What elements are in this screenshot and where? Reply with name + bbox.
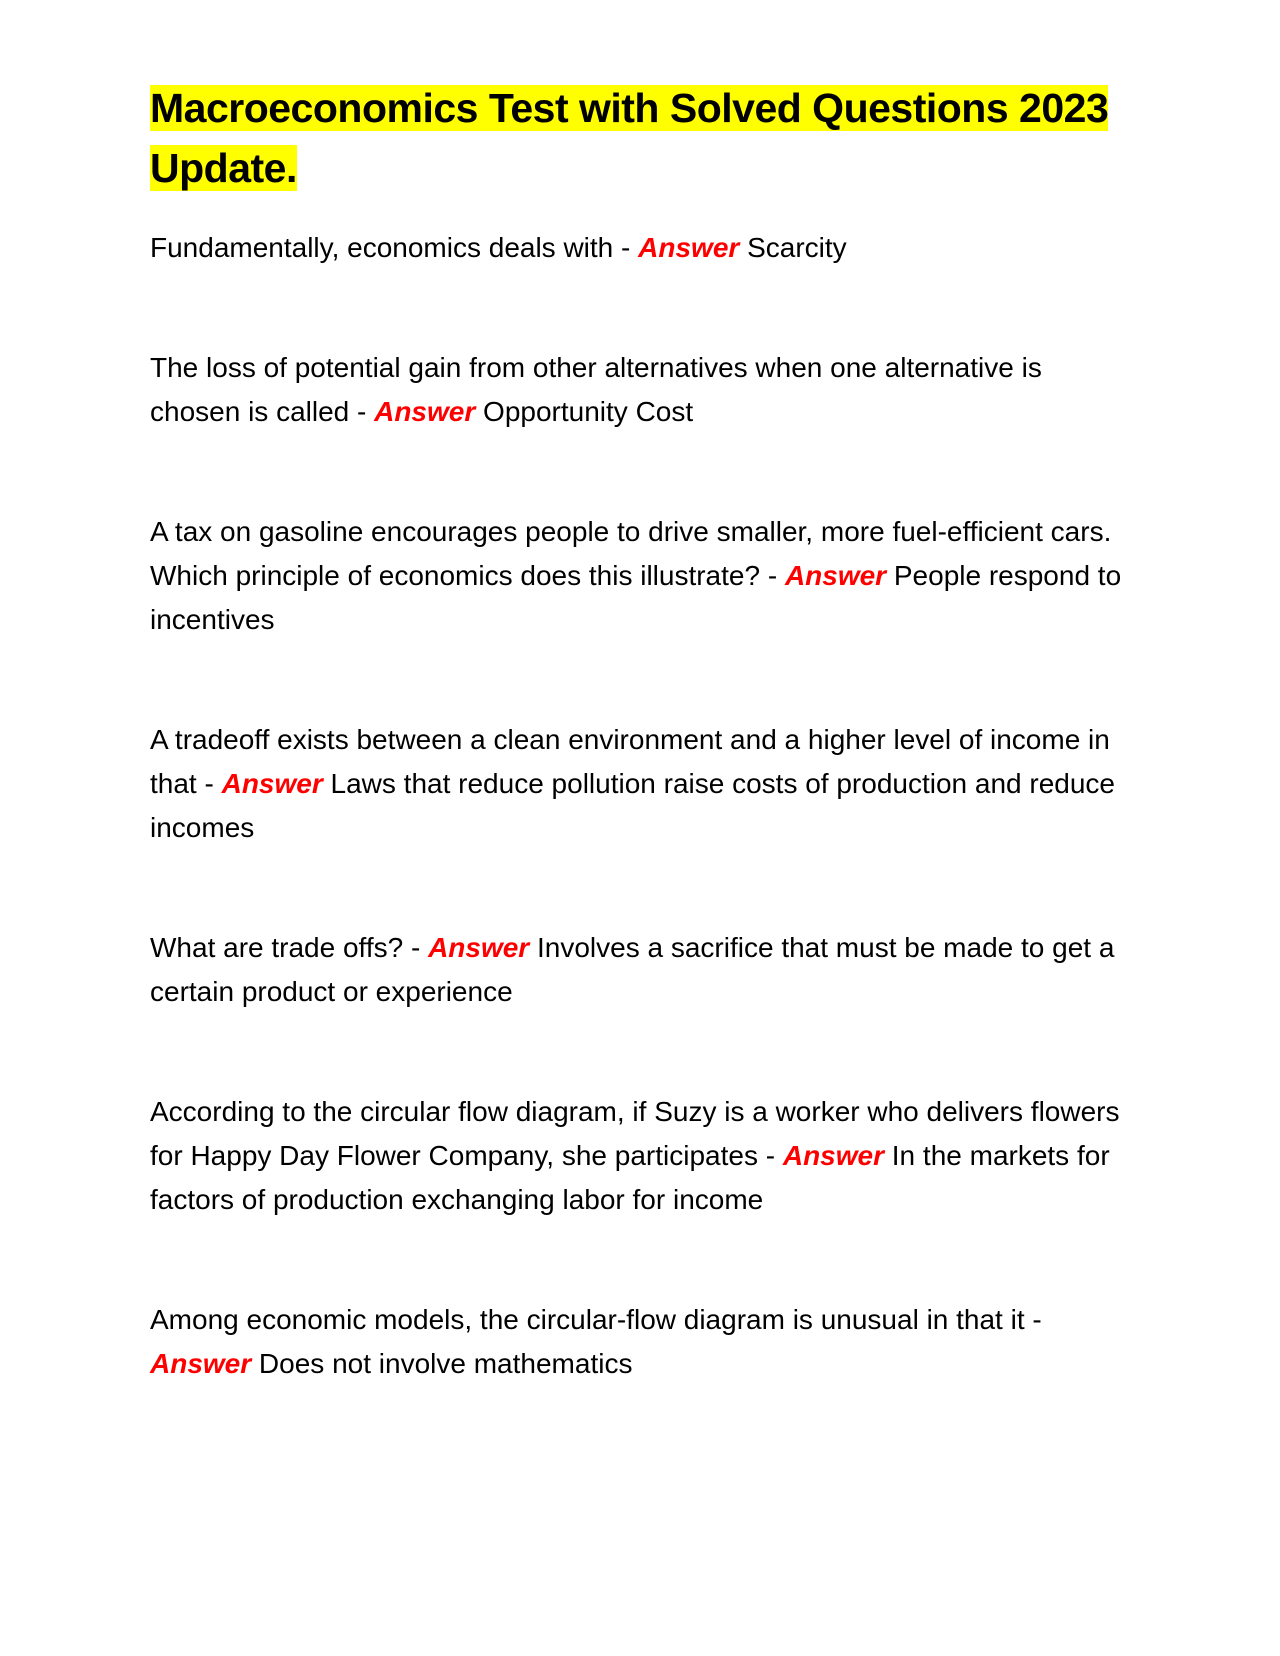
question-text: A tax on gasoline encourages people to drive smaller, more fuel-efficient cars. Which principle of economics does this illustrate? - [150,516,1112,591]
answer-text: In the markets for factors of production exchanging labor for income [150,1140,1110,1215]
answer-text: Scarcity [739,232,847,263]
qa-item [150,718,1130,850]
document-page [150,78,1130,1462]
answer-label: Answer [784,560,887,591]
qa-item [150,226,1130,270]
answer-text: Involves a sacrifice that must be made to get a certain product or experience [150,932,1115,1007]
answer-text: People respond to incentives [150,560,1122,635]
answer-label: Answer [428,932,530,963]
qa-item [150,1090,1130,1222]
answer-label: Answer [782,1140,884,1171]
answer-text: Opportunity Cost [475,396,694,427]
qa-item [150,926,1130,1014]
question-text: The loss of potential gain from other alternatives when one alternative is chosen is called - [150,352,1042,427]
question-text: Fundamentally, economics deals with - [150,232,639,263]
question-text: Among economic models, the circular-flow diagram is unusual in that it - [150,1304,1042,1335]
document-title-text: Macroeconomics Test with Solved Questions 2023 Update. [150,85,1109,191]
answer-text: Laws that reduce pollution raise costs of production and reduce incomes [150,768,1116,843]
answer-label: Answer [150,1348,252,1379]
answer-label: Answer [374,396,476,427]
qa-item [150,346,1130,434]
question-text: What are trade offs? - [150,932,429,963]
qa-item [150,1298,1130,1386]
answer-text: Does not involve mathematics [251,1348,633,1379]
answer-label: Answer [638,232,740,263]
question-text: A tradeoff exists between a clean environment and a higher level of income in that - [150,724,1110,799]
qa-item [150,510,1130,642]
answer-label: Answer [221,768,323,799]
document-title [150,78,1130,198]
question-text: According to the circular flow diagram, if Suzy is a worker who delivers flowers for Happy Day Flower Company, she participates - [150,1096,1120,1171]
